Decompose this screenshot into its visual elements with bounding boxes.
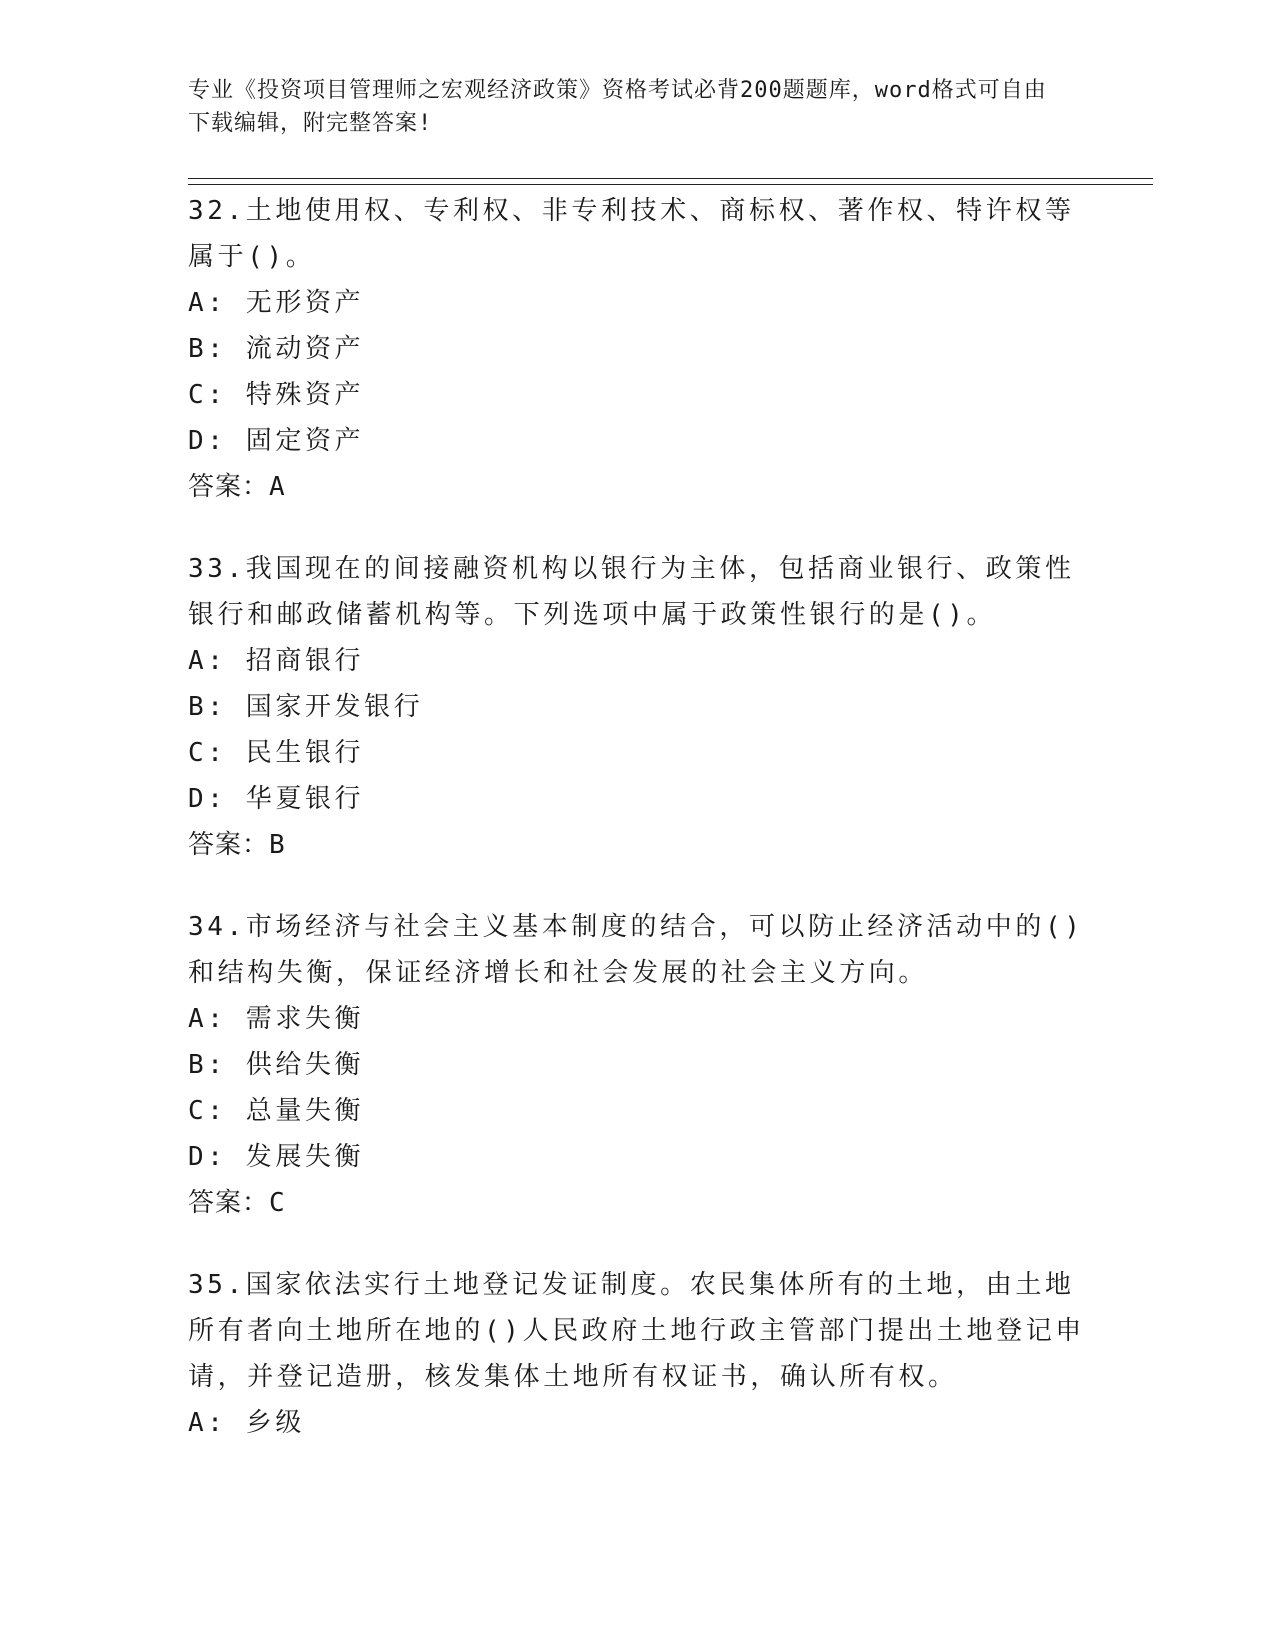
option-a: A: 需求失衡 (188, 1004, 365, 1034)
option-d: D: 固定资产 (188, 426, 365, 456)
question-35 (188, 1262, 1088, 1446)
option-c: C: 总量失衡 (188, 1096, 365, 1126)
question-33 (188, 546, 1088, 868)
header-rule-top (188, 178, 1153, 179)
option-a: A: 无形资产 (188, 288, 365, 318)
option-b: B: 流动资产 (188, 334, 365, 364)
question-list (188, 188, 1088, 1482)
answer: 答案：A (188, 472, 286, 502)
option-a: A: 招商银行 (188, 646, 365, 676)
answer: 答案：C (188, 1188, 286, 1218)
question-32 (188, 188, 1088, 510)
option-c: C: 民生银行 (188, 738, 365, 768)
option-b: B: 供给失衡 (188, 1050, 365, 1080)
option-a: A: 乡级 (188, 1408, 305, 1438)
option-d: D: 华夏银行 (188, 784, 365, 814)
header-rule-bottom (188, 184, 1153, 185)
answer: 答案：B (188, 830, 286, 860)
question-stem: 35.国家依法实行土地登记发证制度。农民集体所有的土地，由土地所有者向土地所在地的()人民政府土地行政主管部门提出土地登记申请，并登记造册，核发集体土地所有权证书，确认所有权。 (188, 1270, 1085, 1392)
option-d: D: 发展失衡 (188, 1142, 365, 1172)
question-stem: 32.土地使用权、专利权、非专利技术、商标权、著作权、特许权等属于()。 (188, 196, 1075, 272)
document-header: 专业《投资项目管理师之宏观经济政策》资格考试必背200题题库，word格式可自由下载编辑，附完整答案! (188, 78, 1047, 136)
question-34 (188, 904, 1088, 1226)
option-c: C: 特殊资产 (188, 380, 365, 410)
question-stem: 33.我国现在的间接融资机构以银行为主体，包括商业银行、政策性银行和邮政储蓄机构等。下列选项中属于政策性银行的是()。 (188, 554, 1075, 630)
question-stem: 34.市场经济与社会主义基本制度的结合，可以防止经济活动中的()和结构失衡，保证经济增长和社会发展的社会主义方向。 (188, 912, 1084, 988)
option-b: B: 国家开发银行 (188, 692, 424, 722)
